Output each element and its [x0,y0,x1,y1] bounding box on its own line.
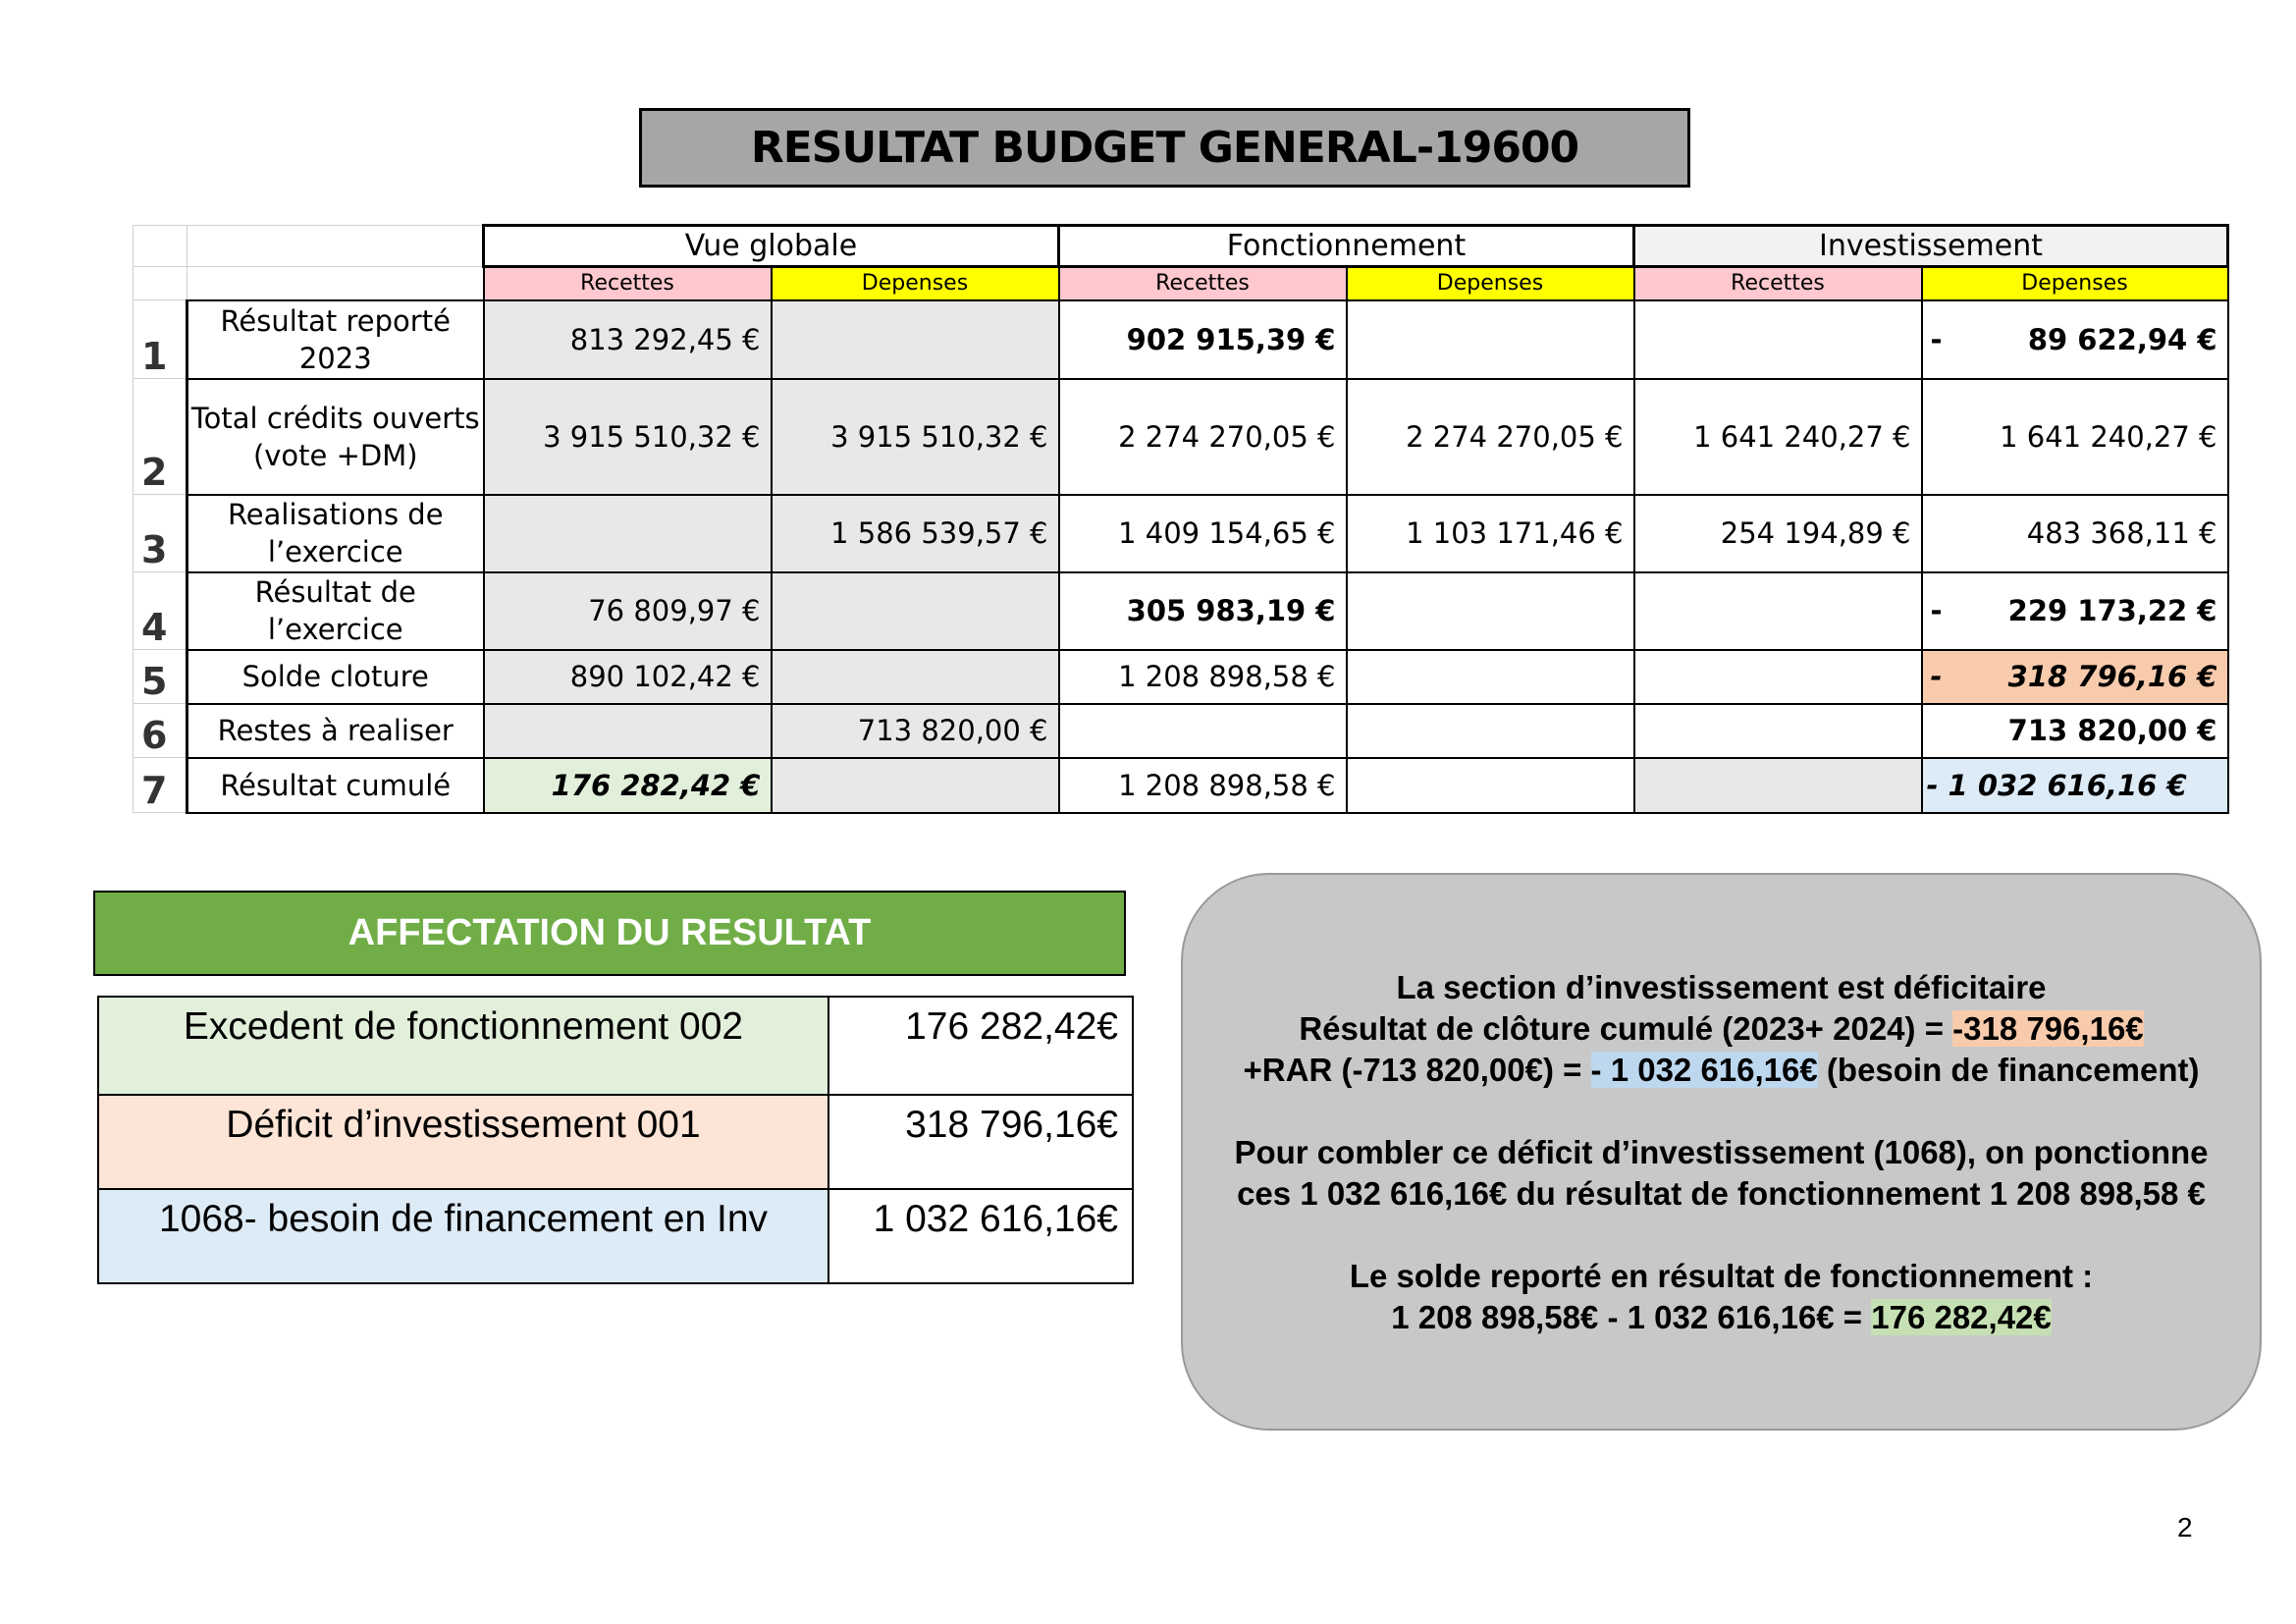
table-row [133,758,2228,813]
note-line: Pour combler ce déficit d’investissement (1068), on ponctionne [1234,1134,2209,1170]
fonct-recettes-cell: 1 409 154,65 € [1059,495,1347,572]
fonct-recettes-cell: 1 208 898,58 € [1059,758,1347,813]
group-vue-globale: Vue globale [484,226,1059,267]
row-number: 3 [133,495,187,572]
row-number: 6 [133,704,187,758]
row-label: Realisations de l’exercice [187,495,484,572]
table-row [133,379,2228,495]
fonct-depenses-cell: 1 103 171,46 € [1347,495,1634,572]
vg-recettes-cell [484,704,772,758]
fonct-depenses-cell [1347,650,1634,704]
note-line: La section d’investissement est déficitaire [1396,969,2047,1005]
row-label: Résultat cumulé [187,758,484,813]
vg-depenses-cell: 1 586 539,57 € [772,495,1059,572]
negative-sign: - [1930,322,1943,356]
fonct-depenses-cell: 2 274 270,05 € [1347,379,1634,495]
affectation-row [98,1095,1133,1189]
note-line: Le solde reporté en résultat de fonctionnement : [1349,1258,2094,1294]
note-text: (besoin de financement) [1817,1052,2200,1088]
inv-depenses-cell [1922,300,2228,379]
inv-depenses-value: 1 641 240,27 € [2000,419,2217,454]
fonct-depenses-cell [1347,704,1634,758]
fonct-recettes-cell: 2 274 270,05 € [1059,379,1347,495]
row-number: 5 [133,650,187,704]
table-row [133,704,2228,758]
table-row [133,572,2228,650]
vg-recettes-cell: 176 282,42 € [484,758,772,813]
group-header-row [133,226,2228,267]
sub-depenses: Depenses [1347,267,1634,300]
inv-depenses-cell [1922,704,2228,758]
fonct-depenses-cell [1347,300,1634,379]
negative-sign: - [1930,594,1943,627]
inv-depenses-value: 318 796,16 € [2007,660,2217,693]
vg-recettes-cell: 3 915 510,32 € [484,379,772,495]
vg-depenses-cell [772,572,1059,650]
inv-depenses-value: 483 368,11 € [2026,516,2217,550]
vg-recettes-cell: 76 809,97 € [484,572,772,650]
inv-recettes-cell [1634,572,1922,650]
sub-header-row [133,267,2228,300]
note-line [1183,1008,2260,1050]
row-label: Total crédits ouverts (vote +DM) [187,379,484,495]
affectation-value: 176 282,42€ [828,997,1133,1095]
inv-depenses-value: 229 173,22 € [2007,594,2217,627]
affectation-row [98,997,1133,1095]
affectation-label: 1068- besoin de financement en Inv [98,1189,828,1283]
inv-depenses-value: 89 622,94 € [2027,322,2217,356]
table-row [133,495,2228,572]
sub-recettes: Recettes [484,267,772,300]
note-text: Résultat de clôture cumulé (2023+ 2024) = [1299,1010,1953,1047]
inv-depenses-cell [1922,572,2228,650]
fonct-recettes-cell: 902 915,39 € [1059,300,1347,379]
inv-depenses-cell [1922,650,2228,704]
table-row [133,650,2228,704]
fonct-recettes-cell: 305 983,19 € [1059,572,1347,650]
row-label: Résultat reporté 2023 [187,300,484,379]
note-text: +RAR (-713 820,00€) = [1243,1052,1591,1088]
affectation-table [97,996,1134,1284]
inv-recettes-cell [1634,300,1922,379]
vg-recettes-cell [484,495,772,572]
table-row [133,300,2228,379]
sub-recettes: Recettes [1634,267,1922,300]
fonct-recettes-cell [1059,704,1347,758]
note-line: ces 1 032 616,16€ du résultat de fonctionnement 1 208 898,58 € [1237,1175,2206,1212]
explanation-panel [1181,873,2262,1431]
vg-recettes-cell: 890 102,42 € [484,650,772,704]
inv-recettes-cell [1634,758,1922,813]
vg-depenses-cell [772,300,1059,379]
fonct-depenses-cell [1347,758,1634,813]
fonct-depenses-cell [1347,572,1634,650]
note-text: 1 208 898,58€ - 1 032 616,16€ = [1391,1299,1872,1335]
inv-recettes-cell: 254 194,89 € [1634,495,1922,572]
inv-depenses-cell [1922,495,2228,572]
vg-depenses-cell [772,758,1059,813]
inv-recettes-cell: 1 641 240,27 € [1634,379,1922,495]
row-number: 4 [133,572,187,650]
affectation-value: 1 032 616,16€ [828,1189,1133,1283]
affectation-value: 318 796,16€ [828,1095,1133,1189]
highlight-deficit: -318 796,16€ [1952,1010,2144,1047]
page-number: 2 [2177,1512,2193,1543]
note-line [1183,1297,2260,1338]
page-title: RESULTAT BUDGET GENERAL-19600 [639,108,1690,188]
group-fonctionnement: Fonctionnement [1059,226,1634,267]
inv-depenses-value: 713 820,00 € [2007,714,2217,747]
row-label: Résultat de l’exercice [187,572,484,650]
affectation-row [98,1189,1133,1283]
fonct-recettes-cell: 1 208 898,58 € [1059,650,1347,704]
affectation-label: Excedent de fonctionnement 002 [98,997,828,1095]
row-label: Restes à realiser [187,704,484,758]
sub-recettes: Recettes [1059,267,1347,300]
row-number: 1 [133,300,187,379]
inv-depenses-cell [1922,758,2228,813]
sub-depenses: Depenses [1922,267,2228,300]
negative-sign: - [1930,660,1943,693]
highlight-besoin: - 1 032 616,16€ [1590,1052,1818,1088]
row-number: 7 [133,758,187,813]
row-label: Solde cloture [187,650,484,704]
inv-depenses-value: 1 032 616,16 € [1948,768,2187,802]
vg-recettes-cell: 813 292,45 € [484,300,772,379]
inv-recettes-cell [1634,704,1922,758]
row-number: 2 [133,379,187,495]
inv-recettes-cell [1634,650,1922,704]
negative-sign: - [1926,768,1939,802]
highlight-solde: 176 282,42€ [1871,1299,2052,1335]
vg-depenses-cell [772,650,1059,704]
group-investissement: Investissement [1634,226,2228,267]
note-line [1183,1050,2260,1091]
sub-depenses: Depenses [772,267,1059,300]
inv-depenses-cell [1922,379,2228,495]
affectation-title: AFFECTATION DU RESULTAT [93,891,1126,976]
vg-depenses-cell: 3 915 510,32 € [772,379,1059,495]
budget-result-table [133,224,2229,814]
affectation-label: Déficit d’investissement 001 [98,1095,828,1189]
vg-depenses-cell: 713 820,00 € [772,704,1059,758]
